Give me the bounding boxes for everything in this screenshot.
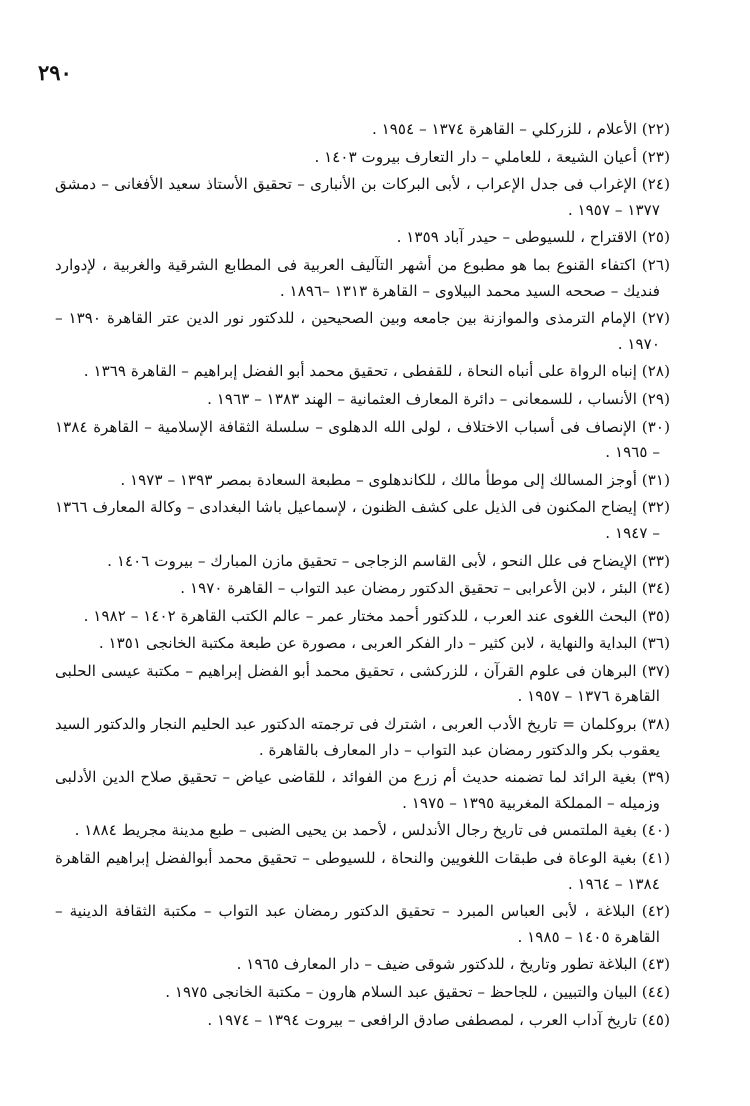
reference-entry: (٢٤) الإغراب فى جدل الإعراب ، لأبى البركات بن الأنبارى – تحقيق الأستاذ سعيد الأفغانى – دمشق ١٣٧٧ – ١٩٥٧ . <box>55 175 670 219</box>
reference-entry: (٣٦) البداية والنهاية ، لابن كثير – دار الفكر العربى ، مصورة عن طبعة مكتبة الخانجى ١٣٥١ . <box>98 634 670 653</box>
reference-entry: (٣٨) بروكلمان = تاريخ الأدب العربى ، اشترك فى ترجمته الدكتور عبد الحليم النجار والدكتور السيد يعقوب بكر والدكتور رمضان عبد التواب – دار المعارف بالقاهرة . <box>55 715 670 759</box>
reference-entry: (٣٢) إيضاح المكنون فى الذيل على كشف الظنون ، لإسماعيل باشا البغدادى – وكالة المعارف ١٣٦٦ – ١٩٤٧ . <box>55 498 670 542</box>
reference-entry: (٤٤) البيان والتبيين ، للجاحظ – تحقيق عبد السلام هارون – مكتبة الخانجى ١٩٧٥ . <box>165 983 670 1001</box>
reference-entry: (٢٢) الأعلام ، للزركلي – القاهرة ١٣٧٤ – ١٩٥٤ . <box>371 120 670 138</box>
reference-entry: (٤٠) بغية الملتمس فى تاريخ رجال الأندلس ، لأحمد بن يحيى الضبى – طبع مدينة مجريط ١٨٨٤ . <box>74 821 670 840</box>
reference-entry: (٤١) بغية الوعاة فى طبقات اللغويين والنحاة ، للسيوطى – تحقيق محمد أبوالفضل إبراهيم القاهرة ١٣٨٤ – ١٩٦٤ . <box>55 849 670 893</box>
reference-entry: (٢٧) الإمام الترمذى والموازنة بين جامعه وبين الصحيحين ، للدكتور نور الدين عتر القاهرة ١٣٩٠ – ١٩٧٠ . <box>55 309 670 353</box>
reference-entry: (٢٨) إنباه الرواة على أنباه النحاة ، للقفطى ، تحقيق محمد أبو الفضل إبراهيم – القاهرة ١٣٦٩ . <box>83 362 670 381</box>
reference-entry: (٣٩) بغية الرائد لما تضمنه حديث أم زرع من الفوائد ، للقاضى عياض – تحقيق صلاح الدين الأدلبى وزميله – المملكة المغربية ١٣٩٥ – ١٩٧٥ . <box>55 768 670 812</box>
reference-entry: (٢٥) الاقتراح ، للسيوطى – حيدر آباد ١٣٥٩ . <box>396 228 670 247</box>
reference-entry: (٣٧) البرهان فى علوم القرآن ، للزركشى ، تحقيق محمد أبو الفضل إبراهيم – مكتبة عيسى الحلبى القاهرة ١٣٧٦ – ١٩٥٧ . <box>55 661 670 706</box>
reference-entry: (٤٣) البلاغة تطور وتاريخ ، للدكتور شوقى ضيف – دار المعارف ١٩٦٥ . <box>236 955 670 974</box>
bibliography-list <box>55 117 670 1035</box>
reference-entry: (٢٦) اكتفاء القنوع بما هو مطبوع من أشهر التآليف العربية فى المطابع الشرقية والغربية ، لإدوارد فنديك – صححه السيد محمد البيلاوى – القاهرة ١٣١٣ –١٨٩٦ . <box>55 255 670 300</box>
reference-entry: (٣٣) الإيضاح فى علل النحو ، لأبى القاسم الزجاجى – تحقيق مازن المبارك – بيروت ١٤٠٦ . <box>107 551 670 570</box>
reference-entry: (٢٣) أعيان الشيعة ، للعاملي – دار التعارف بيروت ١٤٠٣ . <box>314 147 670 166</box>
page-number: ٢٩٠ <box>38 60 72 85</box>
reference-entry: (٣٥) البحث اللغوى عند العرب ، للدكتور أحمد مختار عمر – عالم الكتب القاهرة ١٤٠٢ – ١٩٨٢ . <box>83 606 670 625</box>
reference-entry: (٤٥) تاريخ آداب العرب ، لمصطفى صادق الرافعى – بيروت ١٣٩٤ – ١٩٧٤ . <box>207 1010 670 1029</box>
reference-entry: (٢٩) الأنساب ، للسمعانى – دائرة المعارف العثمانية – الهند ١٣٨٣ – ١٩٦٣ . <box>207 389 670 408</box>
reference-entry: (٣٤) البئر ، لابن الأعرابى – تحقيق الدكتور رمضان عبد التواب – القاهرة ١٩٧٠ . <box>180 579 670 598</box>
reference-entry: (٣٠) الإنصاف فى أسباب الاختلاف ، لولى الله الدهلوى – سلسلة الثقافة الإسلامية – القاهرة ١٣٨٤ – ١٩٦٥ . <box>55 417 670 462</box>
reference-entry: (٤٢) البلاغة ، لأبى العباس المبرد – تحقيق الدكتور رمضان عبد التواب – مكتبة الثقافة الدينية – القاهرة ١٤٠٥ – ١٩٨٥ . <box>55 902 670 946</box>
reference-entry: (٣١) أوجز المسالك إلى موطأ مالك ، للكاندهلوى – مطبعة السعادة بمصر ١٣٩٣ – ١٩٧٣ . <box>120 470 670 489</box>
